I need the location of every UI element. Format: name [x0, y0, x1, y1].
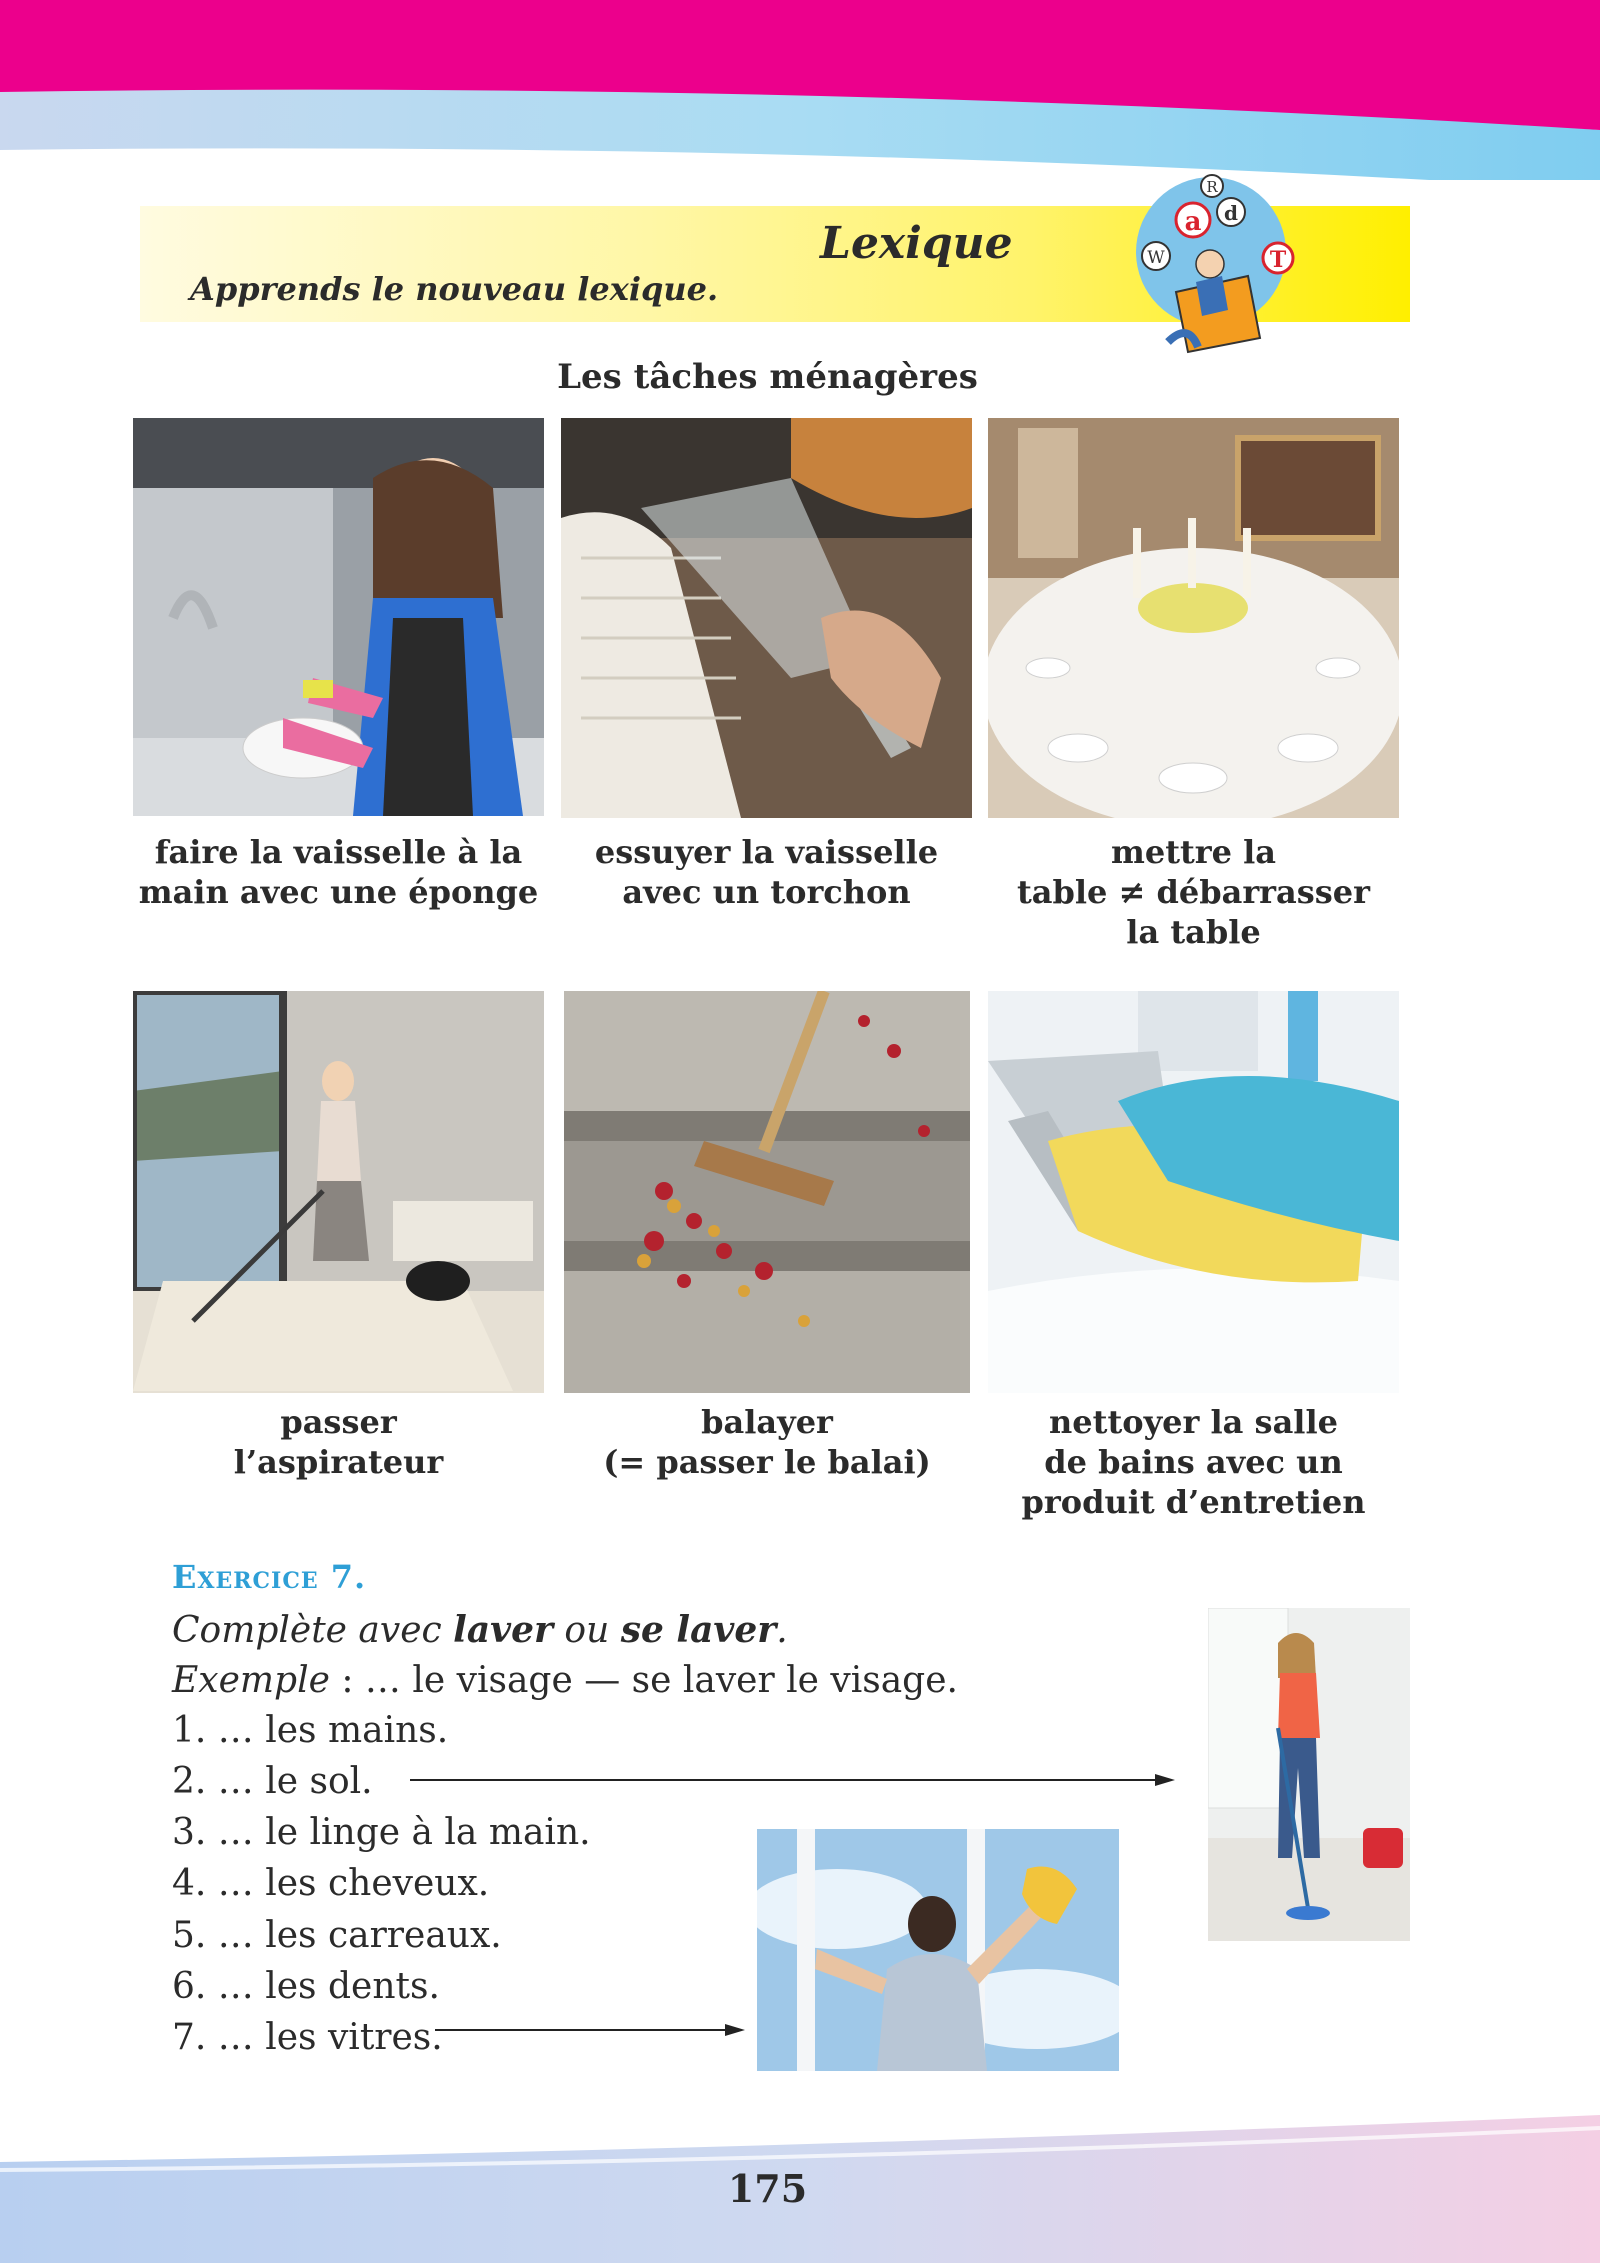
sweeping-photo [564, 991, 970, 1393]
exercise-item: 5. … les carreaux. [172, 1915, 502, 1956]
exercise-item: 4. … les cheveux. [172, 1863, 490, 1904]
exercise-item: 1. … les mains. [172, 1710, 449, 1751]
mopping-floor-photo [1208, 1608, 1410, 1941]
exercise-item: 7. … les vitres. [172, 2017, 443, 2058]
section-title: Les tâches ménagères [557, 357, 978, 397]
caption-clean-bathroom: nettoyer la salle de bains avec un produit d’entretien [1021, 1403, 1366, 1521]
exercise-item: 6. … les dents. [172, 1966, 440, 2007]
arrow-to-window-cleaning-photo [430, 2020, 750, 2040]
logo-letter-t: T [1269, 247, 1287, 273]
page-number: 175 [727, 2166, 808, 2211]
caption-wash-dishes: faire la vaisselle à la main avec une éponge [138, 833, 539, 911]
instruction-word-se-laver: se laver [620, 1609, 777, 1651]
lexique-subtitle: Apprends le nouveau lexique. [190, 270, 719, 308]
window-cleaning-photo [757, 1829, 1119, 2071]
set-table-photo [988, 418, 1399, 818]
instruction-word-laver: laver [453, 1609, 553, 1651]
example-text: : … le visage — se laver le visage. [329, 1660, 958, 1701]
exercise-title: Exercice 7. [172, 1558, 367, 1596]
exercise-example [172, 1660, 958, 1701]
logo-letter-a: a [1184, 207, 1202, 237]
exercise-instruction [172, 1609, 788, 1651]
instruction-mid: ou [552, 1610, 621, 1651]
arrow-to-floor-mopping-photo [400, 1770, 1180, 1790]
cleaning-sink-photo [988, 991, 1399, 1393]
caption-dry-dishes: essuyer la vaisselle avec un torchon [594, 833, 939, 911]
top-decorative-band [0, 0, 1600, 180]
caption-sweep: balayer (= passer le balai) [603, 1403, 931, 1481]
drying-glass-photo [561, 418, 972, 818]
caption-set-table: mettre la table ≠ débarrasser la table [1016, 833, 1371, 951]
lexique-title: Lexique [820, 218, 1013, 269]
lexique-logo-icon [1118, 172, 1304, 362]
instruction-prefix: Complète avec [172, 1610, 454, 1651]
exercise-item: 3. … le linge à la main. [172, 1812, 591, 1853]
instruction-suffix: . [776, 1610, 788, 1651]
logo-letter-d: d [1224, 201, 1238, 225]
exercise-item: 2. … le sol. [172, 1761, 373, 1802]
example-label: Exemple [172, 1660, 330, 1701]
logo-letter-r: R [1206, 178, 1218, 196]
caption-vacuum: passer l’aspirateur [233, 1403, 444, 1481]
vacuuming-photo [133, 991, 544, 1393]
woman-washing-dishes-photo [133, 418, 544, 816]
logo-letter-w: W [1147, 248, 1165, 268]
